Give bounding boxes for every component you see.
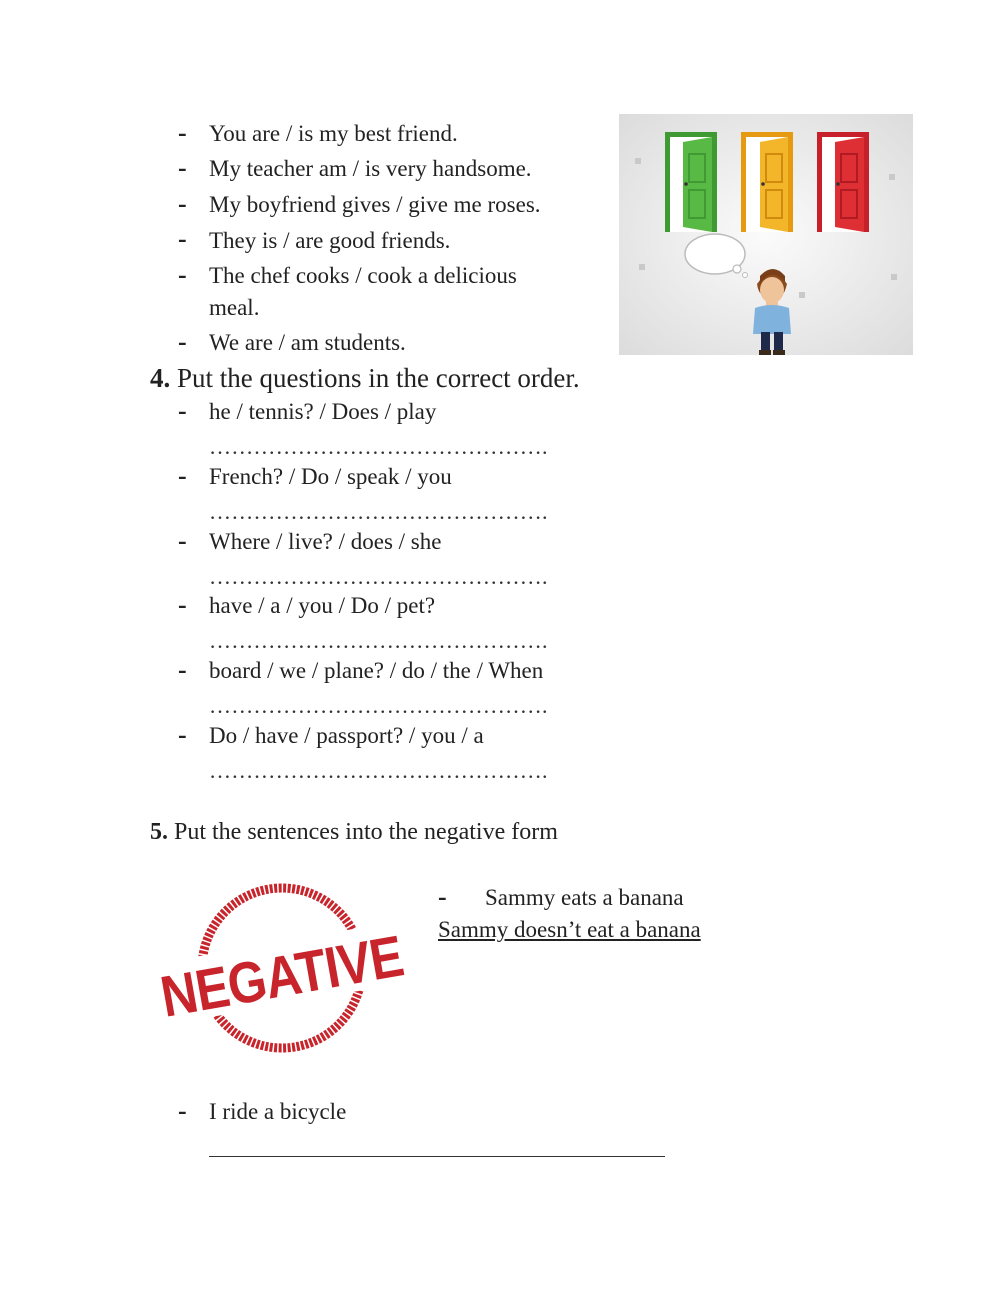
sentence-1: You are / is my best friend. bbox=[209, 121, 458, 146]
question-6: Do / have / passport? / you / a bbox=[209, 723, 484, 748]
q-dash-1: - bbox=[178, 396, 187, 425]
answer-dots-5[interactable]: ………………………………………. bbox=[209, 693, 548, 718]
question-1: he / tennis? / Does / play bbox=[209, 399, 437, 424]
sentence-3: My boyfriend gives / give me roses. bbox=[209, 192, 541, 217]
dash-1: - bbox=[178, 118, 187, 147]
section-5-heading bbox=[150, 817, 558, 847]
example-dash: - bbox=[438, 882, 447, 911]
question-3: Where / live? / does / she bbox=[209, 529, 442, 554]
orange-door bbox=[741, 132, 793, 232]
negative-stamp bbox=[152, 880, 448, 1055]
q-dash-3: - bbox=[178, 526, 187, 555]
stamp-text: NEGATIVE bbox=[156, 916, 448, 1030]
green-door bbox=[665, 132, 717, 232]
section-5-title: Put the sentences into the negative form bbox=[174, 819, 558, 845]
q-dash-2: - bbox=[178, 461, 187, 490]
section-5-number: 5. bbox=[150, 819, 168, 845]
answer-dots-6[interactable]: ………………………………………. bbox=[209, 758, 548, 783]
dash-6: - bbox=[178, 327, 187, 356]
answer-line[interactable] bbox=[209, 1156, 665, 1157]
answer-dots-3[interactable]: ………………………………………. bbox=[209, 564, 548, 589]
sentence-5: The chef cooks / cook a delicious bbox=[209, 263, 517, 288]
sentence-5-cont: meal. bbox=[209, 295, 260, 320]
sentence-2: My teacher am / is very handsome. bbox=[209, 156, 532, 181]
dash-4: - bbox=[178, 224, 187, 253]
answer-dots-2[interactable]: ………………………………………. bbox=[209, 499, 548, 524]
dash-2: - bbox=[178, 153, 187, 182]
sentence-4: They is / are good friends. bbox=[209, 228, 451, 253]
answer-dots-4[interactable]: ………………………………………. bbox=[209, 628, 548, 653]
doors-image bbox=[619, 114, 913, 355]
doors-illustration bbox=[619, 114, 913, 355]
dash-5: - bbox=[178, 260, 187, 289]
q-dash-5: - bbox=[178, 655, 187, 684]
answer-dots-1[interactable]: ………………………………………. bbox=[209, 434, 548, 459]
item-dash: - bbox=[178, 1096, 187, 1125]
section-4-title: Put the questions in the correct order. bbox=[177, 363, 580, 393]
question-4: have / a / you / Do / pet? bbox=[209, 593, 436, 618]
question-2: French? / Do / speak / you bbox=[209, 464, 452, 489]
section-4-number: 4. bbox=[150, 363, 171, 393]
sentence-6: We are / am students. bbox=[209, 330, 406, 355]
q-dash-4: - bbox=[178, 590, 187, 619]
q-dash-6: - bbox=[178, 720, 187, 749]
question-5: board / we / plane? / do / the / When bbox=[209, 658, 544, 683]
item-sentence: I ride a bicycle bbox=[209, 1099, 347, 1124]
red-door bbox=[817, 132, 869, 232]
dash-3: - bbox=[178, 189, 187, 218]
example-answer: Sammy doesn’t eat a banana bbox=[438, 917, 701, 942]
section-4-heading bbox=[150, 362, 580, 394]
negative-stamp-image bbox=[152, 880, 448, 1055]
example-sentence: Sammy eats a banana bbox=[485, 885, 684, 910]
